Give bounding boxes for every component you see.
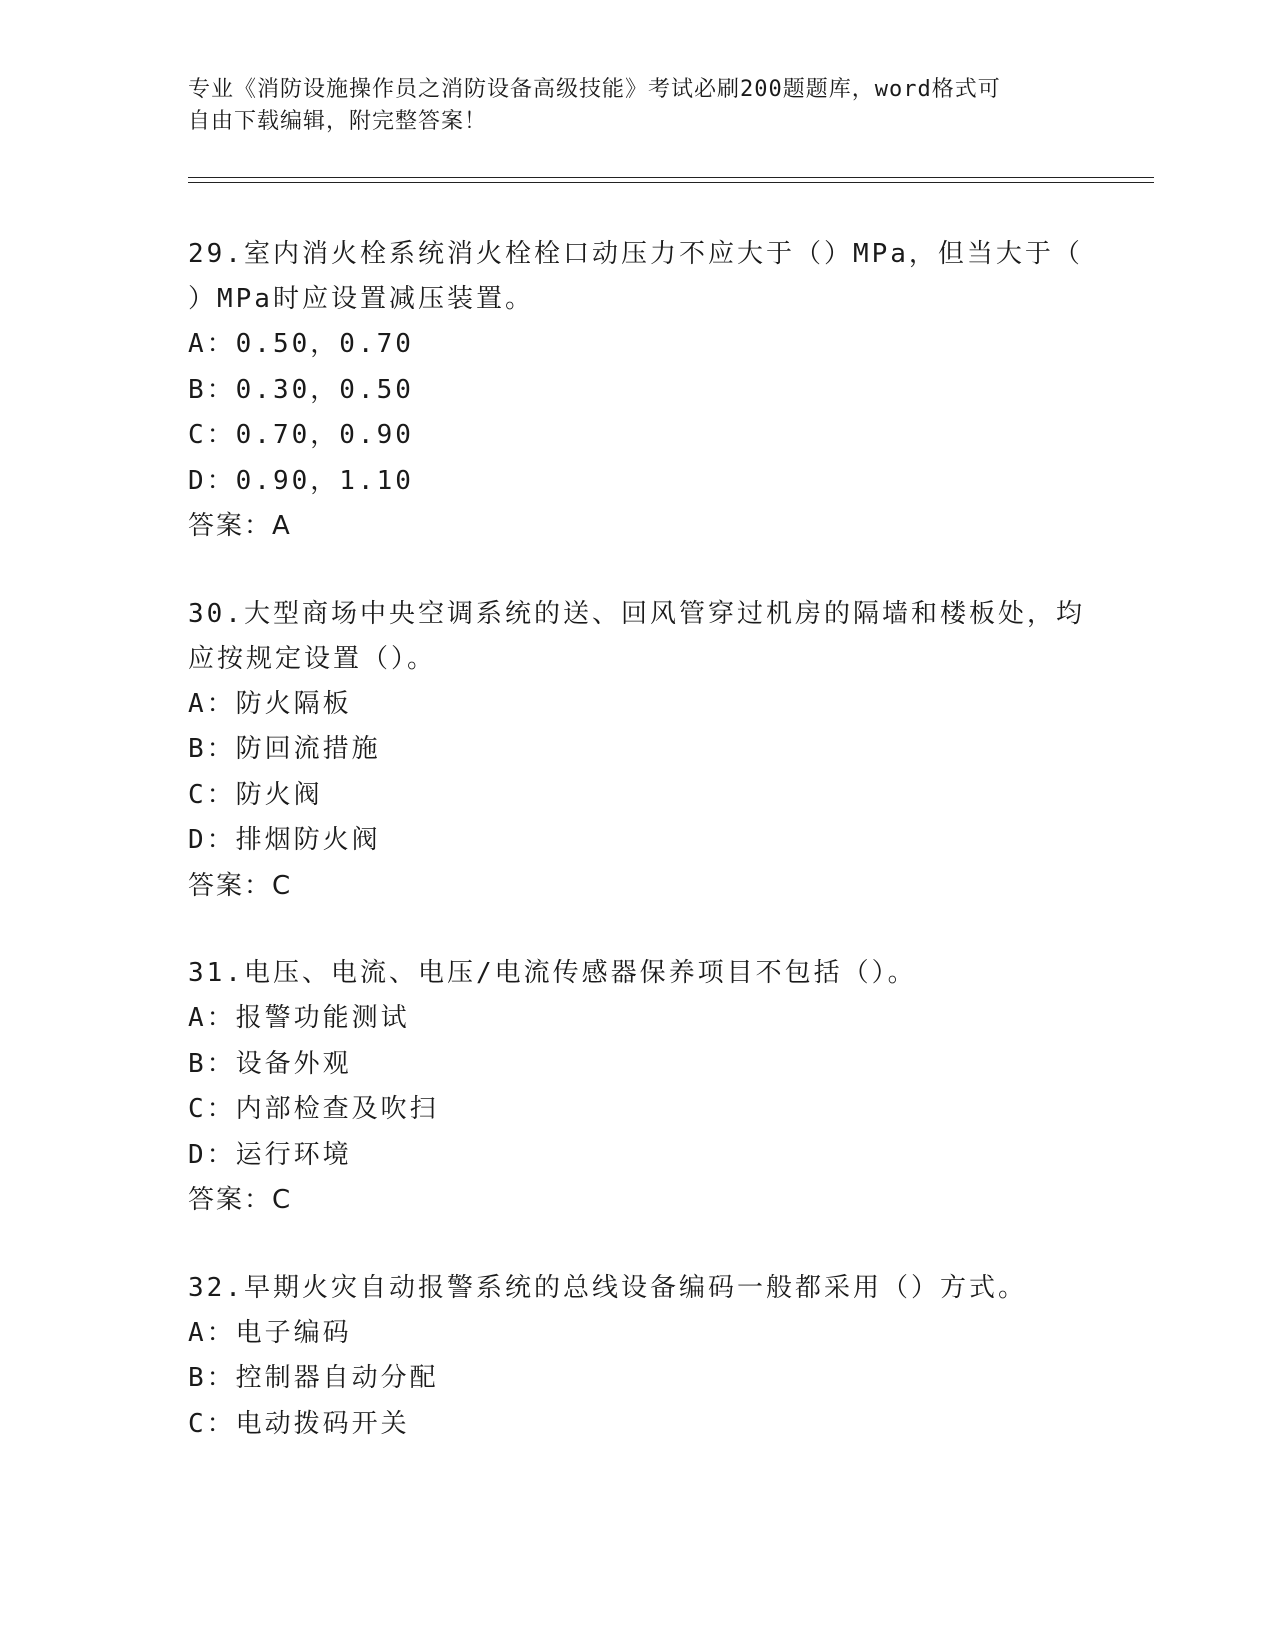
option-a: A：报警功能测试 (188, 1003, 410, 1033)
option-d: D：0.90，1.10 (188, 465, 414, 496)
document-header (188, 74, 1088, 138)
option-c: C：0.70，0.90 (188, 420, 414, 450)
header-divider-top (188, 177, 1154, 178)
header-line-1: 专业《消防设施操作员之消防设备高级技能》考试必刷200题题库，word格式可 (188, 77, 1001, 102)
question-31 (188, 951, 1088, 1224)
answer: 答案：C (188, 870, 293, 901)
question-stem-continued: 应按规定设置（）。 (188, 643, 437, 674)
question-29 (188, 232, 1088, 550)
question-stem: 31.电压、电流、电压/电流传感器保养项目不包括（）。 (188, 958, 917, 988)
question-stem: 32.早期火灾自动报警系统的总线设备编码一般都采用（）方式。 (188, 1272, 1027, 1303)
header-line-2: 自由下载编辑，附完整答案！ (188, 109, 488, 134)
option-a: A：防火隔板 (188, 688, 352, 719)
option-b: B：0.30，0.50 (188, 374, 414, 405)
question-stem-continued: ）MPa时应设置减压装置。 (188, 284, 534, 314)
option-b: B：控制器自动分配 (188, 1363, 439, 1393)
header-divider-bottom (188, 182, 1154, 183)
option-c: C：内部检查及吹扫 (188, 1094, 439, 1124)
question-stem: 29.室内消火栓系统消火栓栓口动压力不应大于（）MPa，但当大于（ (188, 239, 1083, 269)
option-a: A：0.50，0.70 (188, 329, 414, 359)
option-b: B：防回流措施 (188, 734, 381, 764)
answer: 答案：A (188, 511, 292, 541)
option-b: B：设备外观 (188, 1048, 352, 1079)
question-stem: 30.大型商场中央空调系统的送、回风管穿过机房的隔墙和楼板处，均 (188, 598, 1085, 629)
question-list (188, 232, 1088, 1489)
option-c: C：防火阀 (188, 779, 323, 810)
answer: 答案：C (188, 1185, 293, 1215)
option-d: D：排烟防火阀 (188, 825, 381, 855)
option-a: A：电子编码 (188, 1317, 352, 1348)
question-30 (188, 592, 1088, 910)
option-d: D：运行环境 (188, 1139, 352, 1170)
question-32 (188, 1266, 1088, 1448)
option-c: C：电动拨码开关 (188, 1408, 410, 1439)
